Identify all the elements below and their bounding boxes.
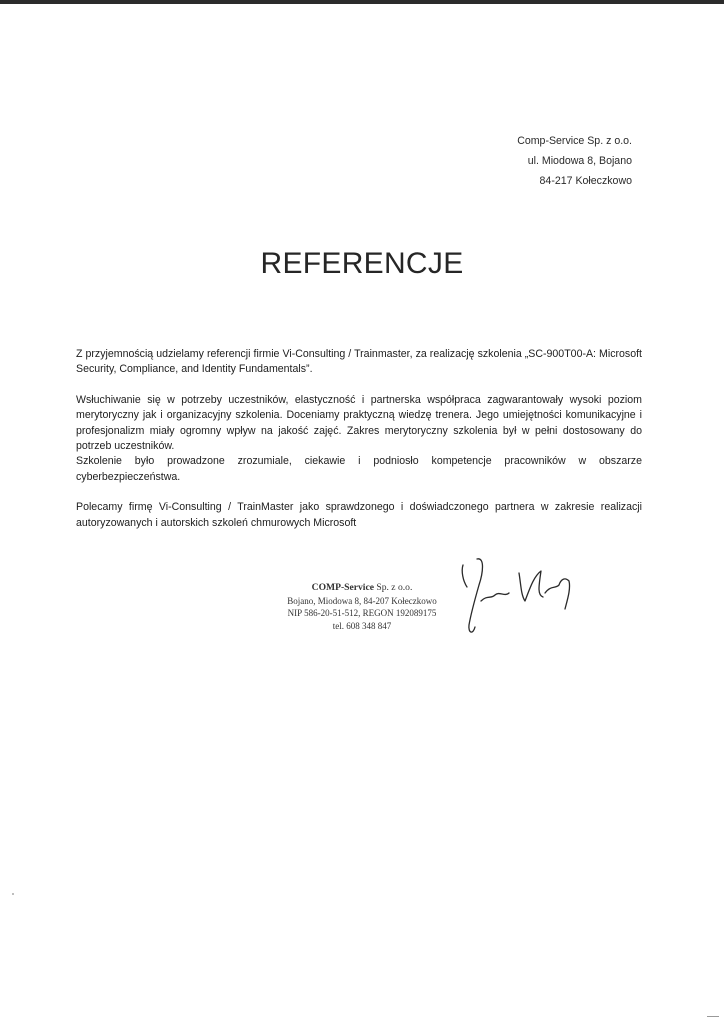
sender-address-block: [420, 131, 632, 191]
signature-icon: [455, 555, 585, 645]
stamp-company-suffix: Sp. z o.o.: [373, 582, 413, 593]
stamp-phone: tel. 608 348 847: [332, 620, 392, 631]
page-corner-mark: [707, 1016, 719, 1017]
stamp-ids: NIP 586-20-51-512, REGON 192089175: [287, 608, 437, 618]
sender-postal-city: 84-217 Kołeczkowo: [539, 175, 632, 187]
scan-speck: [12, 893, 14, 895]
sender-company: Comp-Service Sp. z o.o.: [517, 135, 632, 147]
paragraph-evaluation: Wsłuchiwanie się w potrzeby uczestników, elastyczność i partnerska współpraca zagwarantowały wysoki poziom merytoryczny jak i organizacyjny szkolenia. Doceniamy praktyczną wiedzę trenera. Jego umiejętności komunikacyjne i profesjonalizm miały ogromny wpływ na jakość zajęć. Zakres merytoryczny szkolenia był w pełni dostosowany do potrzeb uczestników.: [76, 393, 642, 453]
sender-street: ul. Miodowa 8, Bojano: [527, 155, 632, 167]
page-top-edge: [0, 0, 724, 4]
paragraph-outcome: Szkolenie było prowadzone zrozumiale, ciekawie i podniosło kompetencje pracowników w obszarze cyberbezpieczeństwa.: [76, 455, 642, 483]
company-stamp: [262, 582, 462, 632]
letter-body: [76, 347, 642, 531]
stamp-address: Bojano, Miodowa 8, 84-207 Kołeczkowo: [287, 595, 437, 606]
stamp-company-name: COMP-Service: [311, 582, 374, 593]
stamp-company-line: [262, 582, 462, 595]
document-title: REFERENCJE: [260, 247, 464, 280]
paragraph-recommendation: Polecamy firmę Vi-Consulting / TrainMaster jako sprawdzonego i doświadczonego partnera w zakresie realizacji autoryzowanych i autorskich szkoleń chmurowych Microsoft: [76, 501, 642, 529]
paragraph-intro: Z przyjemnością udzielamy referencji firmie Vi-Consulting / Trainmaster, za realizację szkolenia „SC-900T00-A: Microsoft Security, Compliance, and Identity Fundamentals”.: [76, 348, 642, 376]
